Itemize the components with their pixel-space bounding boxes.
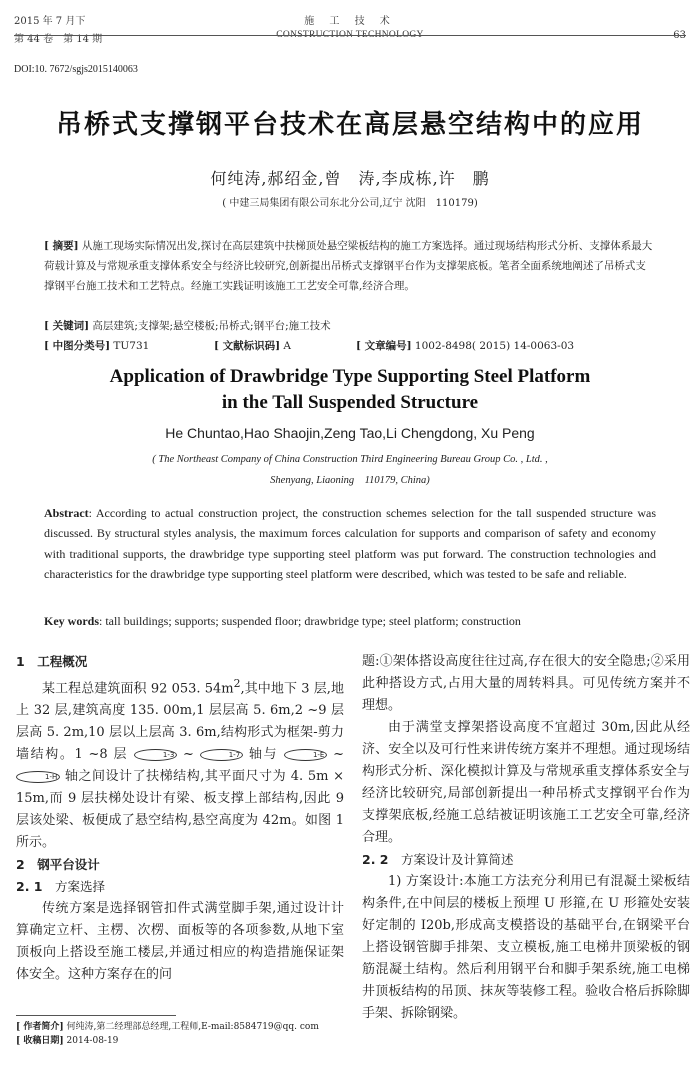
running-header	[14, 10, 686, 46]
text-run: 轴与	[243, 747, 284, 763]
keywords-en-label: Key words	[44, 614, 99, 628]
received-date-text: 2014-08-19	[63, 1036, 119, 1046]
keywords-cn-label: [ 关键词]	[44, 320, 90, 332]
affiliation-en-line1: ( The Northeast Company of China Construction Third Engineering Bureau Group Co. , Ltd. ,	[152, 454, 548, 465]
keywords-en	[44, 614, 656, 629]
article-value: 1002-8498( 2015) 14-0063-03	[411, 340, 575, 352]
text-run: 轴之间设计了扶梯结构,其平面尺寸为 4. 5m × 15m,而 9 层扶梯处设计有梁、板支撑上部结构,因此 9 层该处梁、板便成了悬空结构,悬空高度为 42m。如图 1 所示。	[16, 769, 344, 851]
page-number: 63	[673, 30, 686, 41]
section-2-2-heading	[362, 849, 690, 871]
section-2-1-paragraph: 传统方案是选择钢管扣件式满堂脚手架,通过设计计算确定立杆、主楞、次楞、面板等的各项参数,从地下室顶板向上搭设至施工楼层,并通过相应的构造措施保证架体安全。这种方案存在的问	[16, 901, 344, 983]
journal-name-cn: 施 工 技 术	[304, 16, 396, 27]
section-2-heading: 2 钢平台设计	[16, 857, 100, 873]
doc-label: [ 文献标识码]	[214, 340, 281, 352]
affiliation-en-line2: Shenyang, Liaoning 110179, China)	[270, 475, 430, 486]
volume-issue: 第 44 卷 第 14 期	[14, 34, 103, 45]
section-2-1-heading	[16, 876, 344, 898]
section-1-heading: 1 工程概况	[16, 654, 88, 669]
affiliation-cn: ( 中建三局集团有限公司东北分公司,辽宁 沈阳 110179)	[222, 198, 478, 209]
author-bio	[16, 1020, 346, 1034]
keywords-cn	[44, 318, 656, 333]
author-bio-label: [ 作者简介]	[16, 1022, 64, 1032]
abstract-en-label: Abstract	[44, 506, 89, 520]
abstract-en-text: : According to actual construction project, the construction schemes selection for the tall suspended structure was discussed. By structural styles analysis, the maximum forces calculation for supports and comparison of safety and economy with traditional supports, the drawbridge type supporting steel platform was put forward. The construction technologies and characteristics for the drawbridge type supporting steel platform were described, which was tested to be safe and reliable.	[44, 506, 656, 582]
abstract-cn	[44, 236, 656, 296]
abstract-en	[44, 503, 656, 585]
section-title: 方案设计及计算简述	[388, 852, 514, 867]
body-column-left	[16, 651, 344, 986]
clc-value: TU731	[110, 340, 150, 352]
article-label: [ 文章编号]	[356, 340, 412, 352]
doi: DOI:10. 7672/sgjs2015140063	[14, 64, 138, 75]
section-title: 方案选择	[42, 879, 106, 895]
header-divider	[14, 35, 686, 36]
abstract-cn-text: 从施工现场实际情况出发,探讨在高层建筑中扶梯顶处悬空梁板结构的施工方案选择。通过现场结构形式分析、支撑体系最大荷载计算及与常规承重支撑体系安全与经济比较研究,创新提出吊桥式支撑钢平台作为支撑架底板。笔者全面系统地阐述了吊桥式支撑钢平台施工技术和工艺特点。经施工实践证明该施工工艺安全可靠,经济合理。	[44, 240, 653, 292]
article-number	[356, 338, 574, 353]
axis-label-icon: 1-3	[134, 749, 177, 761]
doc-value: A	[280, 340, 292, 352]
keywords-cn-text: 高层建筑;支撑架;悬空楼板;吊桥式;钢平台;施工技术	[89, 320, 331, 332]
title-cn: 吊桥式支撑钢平台技术在高层悬空结构中的应用	[55, 110, 644, 140]
axis-label-icon: 1-E	[284, 749, 327, 761]
issue-date: 2015 年 7 月下	[14, 16, 86, 27]
clc-number	[44, 338, 149, 353]
axis-label-icon: 1-H	[16, 771, 60, 783]
text-run: ~	[177, 747, 200, 763]
received-date-label: [ 收稿日期]	[16, 1036, 64, 1046]
footnote-divider	[16, 1015, 176, 1016]
abstract-cn-label: [ 摘要]	[44, 240, 79, 252]
text-run: 某工程总建筑面积 92 053. 54m	[42, 681, 234, 697]
classification-row	[44, 338, 656, 356]
title-en	[0, 364, 700, 416]
journal-name-en: CONSTRUCTION TECHNOLOGY	[276, 30, 424, 40]
authors-cn: 何纯涛,郝绍金,曾 涛,李成栋,许 鹏	[210, 169, 490, 188]
text-run: ,其中地下 3 层,地上 32 层,建筑高度 135. 00m,1 层层高 5. 6m,2 ~9 层层高 5. 2m,10 层以上层高 3. 6m,结构形式为框架-剪力墙结构。1 ~8 层	[16, 681, 344, 763]
text-run: ~	[327, 747, 344, 763]
right-paragraph-3: 1) 方案设计:本施工方法充分利用已有混凝土梁板结构条件,在中间层的楼板上预埋 U 形箍,在 U 形箍处安装好定制的 I20b,形成高支模搭设的基础平台,在钢梁平台上搭设钢管脚手排架、支立模板,施工电梯井顶梁板的钢筋混凝土结构。然后利用钢平台和脚手架系统,施工电梯井顶板结构的吊顶、抹灰等装修工程。验收合格后拆除脚手架、拆除钢梁。	[362, 874, 690, 1021]
clc-label: [ 中图分类号]	[44, 340, 111, 352]
keywords-en-text: : tall buildings; supports; suspended floor; drawbridge type; steel platform; construction	[99, 614, 521, 628]
body-column-right	[362, 651, 690, 1025]
right-paragraph-2: 由于满堂支撑架搭设高度不宜超过 30m,因此从经济、安全以及可行性来讲传统方案并不理想。通过现场结构形式分析、深化模拟计算及与常规承重支撑体系安全与经济比较研究,局部创新提出一种吊桥式支撑钢平台作为支撑架底板,经施工总结被证明该施工工艺安全可靠,经济合理。	[362, 720, 690, 845]
right-paragraph-1: 题:①架体搭设高度往往过高,存在很大的安全隐患;②采用此种搭设方式,占用大量的周转料具。可见传统方案并不理想。	[362, 654, 690, 713]
title-en-line2: in the Tall Suspended Structure	[221, 392, 479, 413]
author-bio-text: 何纯涛,第二经理部总经理,工程师,E-mail:8584719@qq. com	[63, 1022, 319, 1032]
doc-code	[214, 338, 291, 353]
title-en-line1: Application of Drawbridge Type Supporting Steel Platform	[109, 366, 591, 387]
received-date	[16, 1034, 346, 1048]
section-number: 2. 1	[16, 879, 43, 895]
affiliation-en	[0, 449, 700, 491]
authors-en: He Chuntao,Hao Shaojin,Zeng Tao,Li Chengdong, Xu Peng	[165, 425, 535, 441]
axis-label-icon: 1-7	[200, 749, 243, 761]
footnote	[16, 1020, 346, 1048]
section-1-paragraph	[16, 673, 344, 854]
superscript: 2	[233, 677, 241, 690]
section-number: 2. 2	[362, 852, 389, 867]
